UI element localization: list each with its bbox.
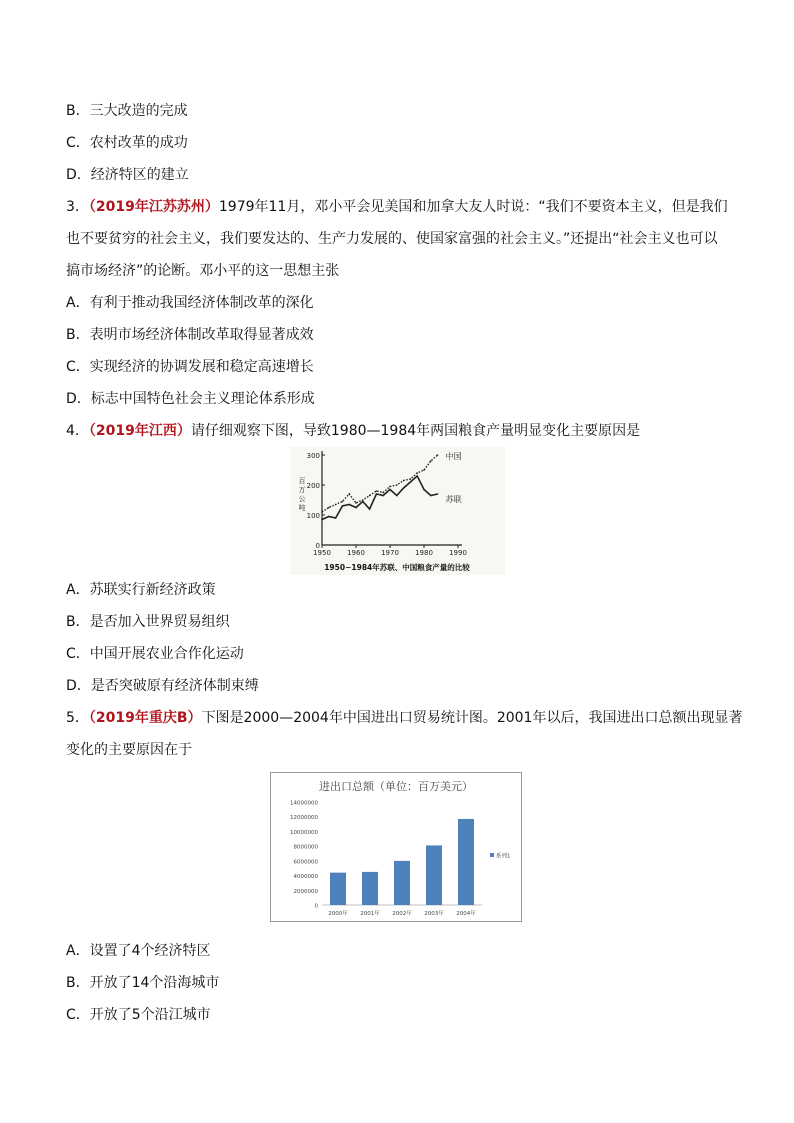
chart1-data-point [430,460,432,462]
chart1-data-point [389,489,391,491]
chart1-data-point [423,469,425,471]
chart2-y-tick-label: 0 [314,903,318,910]
chart2-y-tick-label: 6000000 [293,859,318,866]
chart2-y-tick-label: 10000000 [290,829,318,836]
q5-text1: 下图是2000—2004年中国进出口贸易统计图。2001年以后，我国进出口总额出现显著 [201,710,743,726]
q2-option-d: D．经济特区的建立 [66,167,189,183]
chart1-data-point [328,507,330,509]
chart1-data-point [382,495,384,497]
chart1-data-point [389,486,391,488]
chart1-data-point [335,504,337,506]
chart1-data-point [342,505,344,507]
chart2-bar [362,872,378,905]
chart2-x-tick-label: 2001年 [360,911,380,917]
q2-option-b: B．三大改造的完成 [66,103,188,119]
chart1-data-point [321,511,323,513]
chart1-data-point [382,492,384,494]
q3-option-c: C．实现经济的协调发展和稳定高速增长 [66,359,314,375]
chart1-data-point [348,493,350,495]
chart1-data-point [355,502,357,504]
chart2-y-tick-label: 12000000 [290,815,318,822]
chart2-bar [394,861,410,905]
q3-text1: 1979年11月，邓小平会见美国和加拿大友人时说：“我们不要资本主义，但是我们 [218,199,728,215]
chart1-data-point [410,481,412,483]
chart1-data-point [342,501,344,503]
chart1-x-tick-label: 1980 [415,549,433,557]
chart2-bar [458,819,474,905]
chart1-data-point [396,495,398,497]
q3-option-b: B．表明市场经济体制改革取得显著成效 [66,327,314,343]
q4-option-b: B．是否加入世界贸易组织 [66,614,230,630]
chart2-y-tick-label: 4000000 [293,874,318,881]
chart1-data-point [321,519,323,521]
chart2-x-tick-label: 2004年 [456,911,476,917]
q4-number: 4． [66,423,89,439]
chart1-data-point [437,493,439,495]
q3-source: （2019年江苏苏州） [88,199,219,215]
chart1-data-point [376,493,378,495]
chart1-data-point [403,480,405,482]
chart1-data-point [328,516,330,518]
chart1-data-point [410,478,412,480]
q4-option-c: C．中国开展农业合作化运动 [66,646,244,662]
q4-text1: 请仔细观察下图，导致1980—1984年两国粮食产量明显变化主要原因是 [190,423,641,439]
q5-stem-line1 [66,708,742,728]
q3-stem-line2: 也不要贫穷的社会主义，我们要发达的、生产力发展的、使国家富强的社会主义。”还提出“社会主义也可以 [66,231,718,247]
q4-option-d: D．是否突破原有经济体制束缚 [66,678,259,694]
chart1-series-label: 中国 [445,452,462,461]
chart2-y-tick-label: 2000000 [293,888,318,895]
chart1-x-tick-label: 1990 [449,549,467,557]
q5-source: （2019年重庆B） [88,710,202,726]
chart1-title: 1950−1984年苏联、中国粮食产量的比较 [324,563,470,572]
chart1-data-point [423,489,425,491]
grain-output-chart-svg [290,447,505,575]
chart1-data-point [396,484,398,486]
chart2-legend-swatch [490,853,494,857]
chart1-y-axis-label-char: 吨 [298,504,306,512]
chart2-x-tick-label: 2003年 [424,911,444,917]
chart2-x-tick-label: 2000年 [328,911,348,917]
chart1-data-point [403,487,405,489]
chart2-y-tick-label: 8000000 [293,844,318,851]
trade-volume-chart-svg [270,772,522,922]
chart1-data-point [355,507,357,509]
chart1-data-point [362,501,364,503]
chart1-y-tick-label: 200 [306,482,320,490]
chart2-x-tick-label: 2002年 [392,911,412,917]
chart1-x-tick-label: 1970 [381,549,399,557]
chart1-data-point [369,508,371,510]
q3-option-d: D．标志中国特色社会主义理论体系形成 [66,391,315,407]
q5-option-c: C．开放了5个沿江城市 [66,1007,211,1023]
q3-stem-line1 [66,197,728,217]
q4-option-a: A．苏联实行新经济政策 [66,582,216,598]
chart1-data-point [348,504,350,506]
chart1-data-point [335,517,337,519]
q5-option-b: B．开放了14个沿海城市 [66,975,220,991]
chart1-y-tick-label: 100 [306,512,320,520]
q2-option-c: C．农村改革的成功 [66,135,188,151]
q5-option-a: A．设置了4个经济特区 [66,943,211,959]
chart1-y-axis-label-char: 公 [298,495,306,503]
chart1-data-point [376,490,378,492]
chart1-series-label: 苏联 [445,495,462,504]
chart1-y-axis-label-char: 万 [298,486,306,494]
chart1-x-tick-label: 1960 [347,549,365,557]
q5-number: 5． [66,710,89,726]
chart2-y-tick-label: 14000000 [290,800,318,807]
chart1-y-tick-label: 300 [306,452,320,460]
q5-stem-line2: 变化的主要原因在于 [66,742,192,758]
chart2-bar [330,873,346,905]
q3-number: 3． [66,199,89,215]
chart1-y-tick-label: 0 [315,542,320,550]
chart2-bar [426,845,442,905]
q4-source: （2019年江西） [88,423,191,439]
chart1-data-point [416,472,418,474]
q3-stem-line3: 搞市场经济”的论断。邓小平的这一思想主张 [66,263,340,279]
chart1-data-point [416,475,418,477]
chart2-title: 进出口总额（单位：百万美元） [319,780,473,793]
chart1-data-point [437,454,439,456]
chart2-legend-label: 系列1 [496,853,511,860]
q4-stem-line1 [66,421,640,441]
grain-output-line-chart [290,447,505,575]
q3-option-a: A．有利于推动我国经济体制改革的深化 [66,295,314,311]
trade-volume-bar-chart [270,772,522,922]
chart1-data-point [430,495,432,497]
chart1-data-point [369,495,371,497]
chart1-y-axis-label-char: 百 [298,477,306,485]
chart1-x-tick-label: 1950 [313,549,331,557]
